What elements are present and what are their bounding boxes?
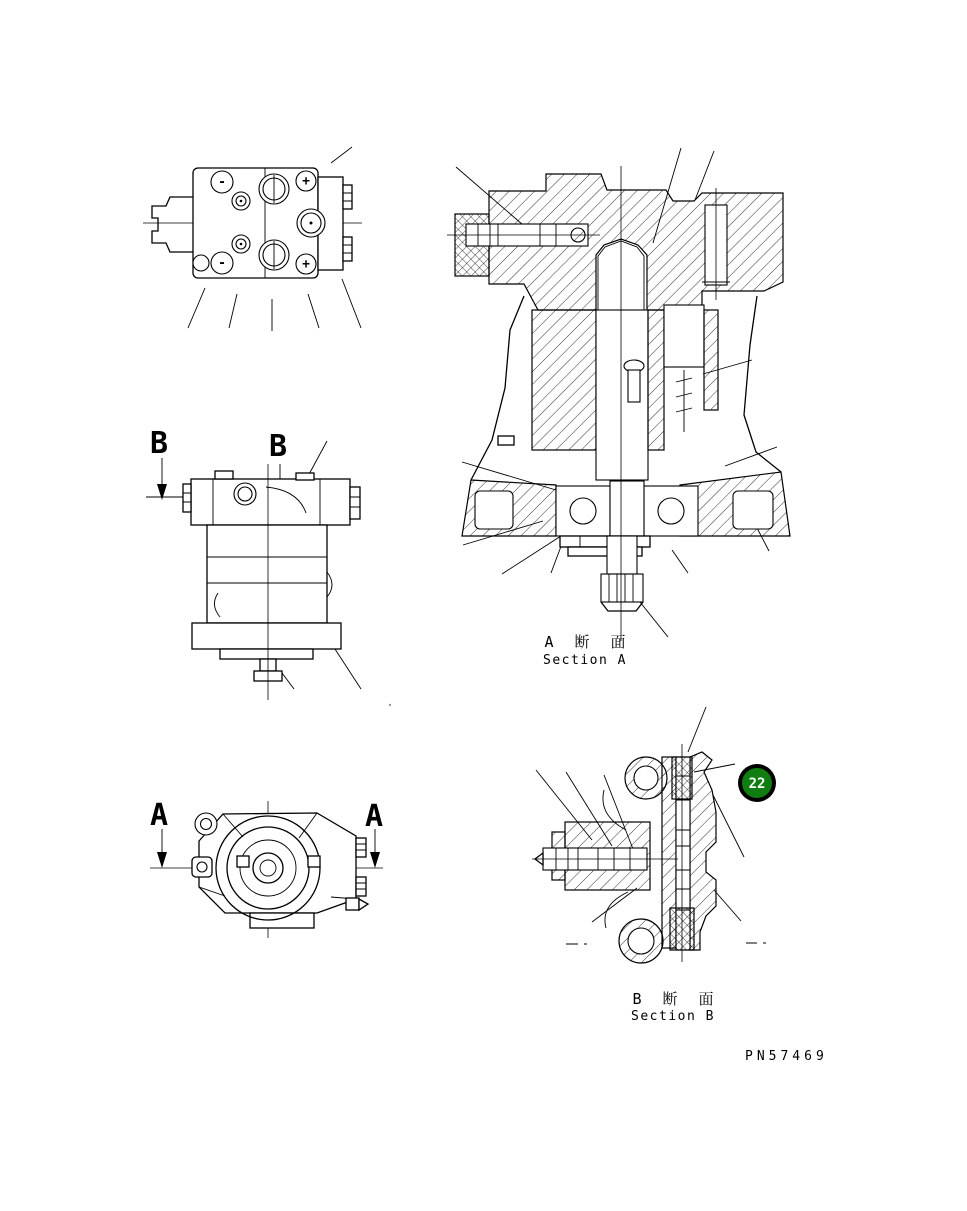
marker-a-right: A	[364, 799, 384, 834]
badge-number: 22	[748, 776, 766, 792]
section-a-caption-jp: A 断 面	[544, 633, 632, 651]
stray-dot	[389, 704, 391, 706]
marker-a-left: A	[149, 798, 169, 833]
marker-b-left: B	[149, 426, 169, 461]
marker-b-right: B	[268, 429, 288, 464]
part-badge-22[interactable]	[738, 764, 776, 802]
section-b-caption-en: Section B	[631, 1009, 715, 1024]
port-minus-bottom-label: -	[218, 256, 226, 271]
port-plus-top-label: +	[302, 174, 310, 189]
section-b-caption-jp: B 断 面	[632, 990, 720, 1008]
port-plus-bottom-label: +	[302, 257, 310, 272]
part-number-label: PN57469	[745, 1049, 828, 1064]
section-a-caption-en: Section A	[543, 653, 627, 668]
port-minus-top-label: -	[218, 175, 226, 190]
